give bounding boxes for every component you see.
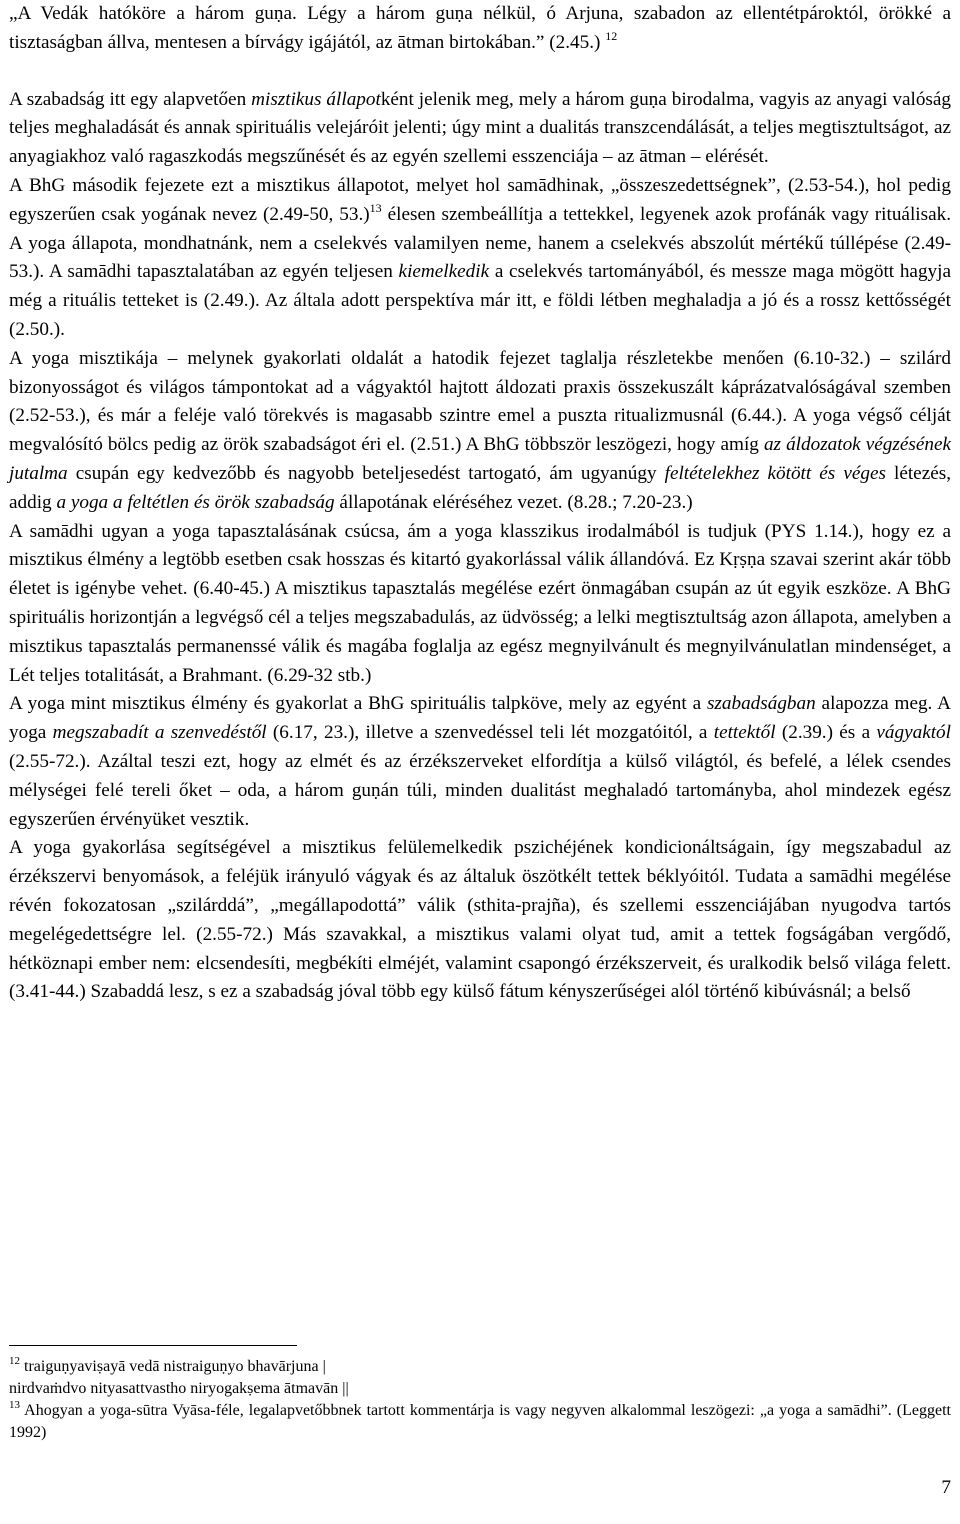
text-run: A yoga gyakorlása segítségével a misztikus felülemelkedik pszichéjének kondicionáltságain, így megszabadul az érzékszervi benyomások, a feléjük irányuló vágyak és az általuk öszötkélt tettek béklyóitól. Tudata a samādhi megélése révén fokozatosan „szilárddá”, „megállapodottá” válik (sthita-prajña), és szellemi esszenciájában nyugodva tartós megelégedettségre lel. (2.55-72.) Más szavakkal, a misztikus valami olyat tud, amit a tettek fogságában vergődő, hétköznapi ember nem: elcsendesíti, megbékíti elméjét, valamint csapongó érzékszerveit, és uralkodik belső világa felett. (3.41-44.) Szabaddá lesz, s ez a szabadság jóval több egy külső fátum kényszerűségei alól történő kibúvásnál; a belső (9, 837, 951, 1003)
footnote-12 (9, 1356, 951, 1378)
text-run: (6.17, 23.), illetve a szenvedéssel teli lét mozgatóitól, a (266, 722, 714, 744)
footnote-number: 12 (9, 1355, 20, 1367)
text-run: alapozza meg. A yoga (9, 693, 951, 744)
body-paragraph (9, 86, 951, 172)
italic-run: tettektől (713, 722, 776, 744)
text-run: a cselekvés tartományából, és messze maga mögött hagyja még a rituális tetteket is (2.49.). Az általa adott perspektíva már itt, e földi létben meghaladja a jó és a rossz kettősségét (2.50.). (9, 261, 951, 340)
footnote-12-line2 (9, 1378, 951, 1400)
footnote-ref-13[interactable]: 13 (369, 200, 382, 215)
text-run: A samādhi ugyan a yoga tapasztalásának csúcsa, ám a yoga klasszikus irodalmából is tudjuk (PYS 1.14.), hogy ez a misztikus élmény a legtöbb esetben csak hosszas és kitartó gyakorlással válik állandóvá. Ez Kṛṣṇa szavai szerint akár több életet is igénybe vehet. (6.40-45.) A misztikus tapasztalás megélése ezért önmagában csupán az út egyik eszköze. A BhG spirituális horizontján a legvégső cél a teljes megszabadulás, az üdvösség; a lelki megtisztultság azon állapota, amelyben a misztikus tapasztalás permanenssé válik és magába foglalja az egész megnyilvánult és megnyilvánulatlan mindenséget, a Lét teljes totalitását, a Brahmant. (6.29-32 stb.) (9, 520, 951, 686)
body-paragraph (9, 345, 951, 518)
text-run: A szabadság itt egy alapvetően (9, 88, 252, 110)
footnote-13 (9, 1400, 951, 1444)
text-run: A yoga misztikája – melynek gyakorlati oldalát a hatodik fejezet taglalja részletekbe menően (6.10-32.) – szilárd bizonyosságot és világos támpontokat ad a vágyaktól hajtott áldozati praxis összekuszált káprázatvalóságával szemben (2.52-53.), és már a feléje való törekvés is magasabb szintre emel a puszta ritualizmusnál (6.44.). A yoga végső célját megvalósító bölcs pedig az örök szabadságot éri el. (2.51.) A BhG többször leszögezi, hogy amíg (9, 347, 951, 456)
footnote-text: nirdvaṁdvo nityasattvastho niryogakṣema ātmavān || (9, 1380, 349, 1397)
footnote-ref-12[interactable]: 12 (605, 28, 618, 43)
footnotes (9, 1356, 951, 1444)
text-run: (2.39.) és a (775, 722, 877, 744)
body-paragraph (9, 834, 951, 1007)
italic-run: a yoga a feltétlen és örök szabadság (56, 491, 335, 513)
italic-run: az áldozatok végzésének jutalma (9, 434, 951, 484)
italic-run: misztikus állapot (251, 88, 381, 110)
page-number: 7 (941, 1477, 951, 1498)
text-run: A BhG második fejezete ezt a misztikus állapotot, melyet hol samādhinak, „összeszedettségnek”, (2.53-54.), hol pedig egyszerűen csak yogának nevez (2.49-50, 53.) (9, 174, 951, 225)
text-run: ként jelenik meg, mely a három guṇa birodalma, vagyis az anyagi valóság teljes meghaladását és annak spirituális velejáróit jelenti; úgy mint a dualitás transzcendálását, a teljes megtisztultságot, az anyagiakhoz való ragaszkodás megszűnését és az egyén szellemi esszenciája – az ātman – elérését. (9, 88, 951, 168)
text-run: A yoga mint misztikus élmény és gyakorlat a BhG spirituális talpköve, mely az egyént a (9, 693, 707, 715)
paragraph-gap (9, 58, 951, 86)
text-run: létezés, addig (9, 462, 951, 513)
body-paragraph (9, 518, 951, 691)
quote-paragraph (9, 0, 951, 58)
footnote-text: Ahogyan a yoga-sūtra Vyāsa-féle, legalapvetőbbnek tartott kommentárja is vagy negyven alkalommal leszögezi: „a yoga a samādhi”. (Leggett 1992) (9, 1402, 951, 1441)
italic-run: feltételekhez kötött és véges (664, 462, 886, 484)
italic-run: szabadságban (706, 693, 816, 715)
body-paragraph (9, 172, 951, 345)
footnote-text: traiguṇyaviṣayā vedā nistraiguṇyo bhavārjuna | (24, 1358, 326, 1375)
footnote-separator (9, 1345, 297, 1346)
italic-run: megszabadít a szenvedéstől (52, 722, 267, 744)
text-run: (2.55-72.). Azáltal teszi ezt, hogy az elmét és az érzékszerveket elfordítja a külső világtól, és befelé, a lélek csendes mélységei felé tereli őket – oda, a három guṇán túli, minden dualitást meghaladó tartományba, ahol mindezek egész egyszerűen érvényüket vesztik. (9, 750, 951, 830)
italic-run: vágyaktól (876, 722, 951, 744)
text-run: állapotának eléréséhez vezet. (8.28.; 7.20-23.) (334, 491, 693, 513)
text-run: csupán egy kedvezőbb és nagyobb beteljesedést tartogató, ám ugyanúgy (67, 462, 665, 484)
quote-text: „A Vedák hatóköre a három guṇa. Légy a három guṇa nélkül, ó Arjuna, szabadon az ellentétpároktól, örökké a tisztaságban állva, mentesen a bírvágy igájától, az ātman birtokában.” (2.45.) (9, 3, 951, 53)
italic-run: kiemelkedik (398, 261, 490, 283)
body-paragraph (9, 690, 951, 834)
text-run: élesen szembeállítja a tettekkel, legyenek azok profánák vagy rituálisak. A yoga állapota, mondhatnánk, nem a cselekvés valamilyen neme, hanem a cselekvés abszolút mértékű túllépése (2.49-53.). A samādhi tapasztalatában az egyén teljesen (9, 203, 951, 283)
footnote-number: 13 (9, 1399, 20, 1411)
